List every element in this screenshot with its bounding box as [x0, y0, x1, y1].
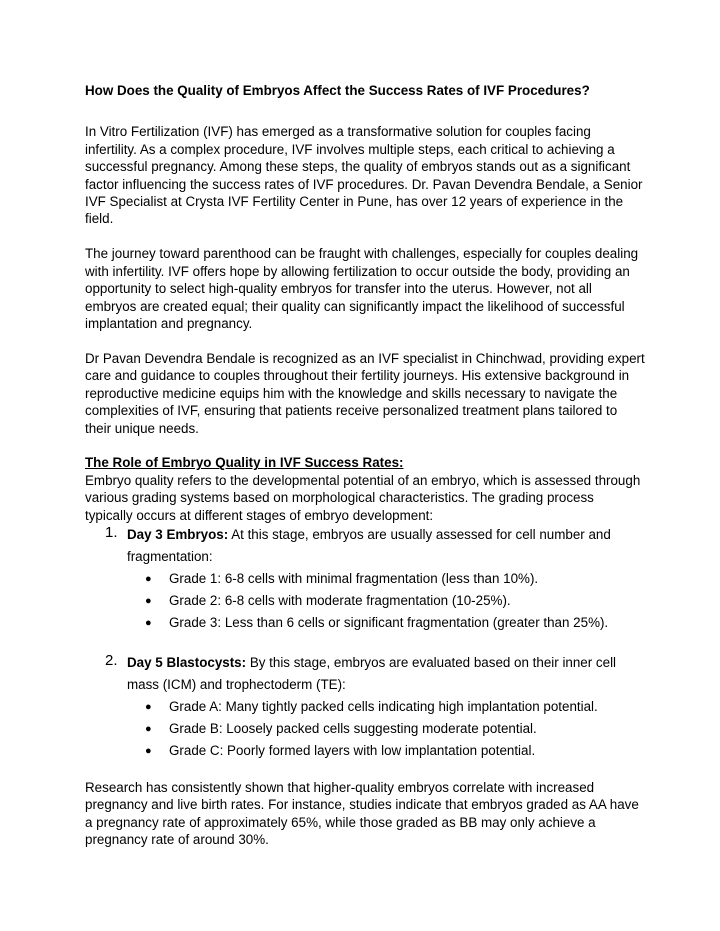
bullet-icon: ●	[145, 573, 152, 586]
intro-paragraph: In Vitro Fertilization (IVF) has emerged as a transformative solution for couples facing infertility. As a complex procedure, IVF involves multiple steps, each critical to achieving a successful pregnancy. Among these steps, the quality of embryos stands out as a significant factor influencing the success rates of IVF procedures. Dr. Pavan Devendra Bendale, a Senior IVF Specialist at Crysta IVF Fertility Center in Pune, has over 12 years of experience in the field.	[85, 124, 643, 227]
journey-paragraph: The journey toward parenthood can be fraught with challenges, especially for couples dealing with infertility. IVF offers hope by allowing fertilization to occur outside the body, providing an opportunity to select high-quality embryos for transfer into the uterus. However, not all embryos are created equal; their quality can significantly impact the likelihood of successful implantation and pregnancy.	[85, 246, 639, 331]
list-item	[127, 696, 645, 718]
list-item-day5	[85, 652, 645, 762]
list-item	[127, 568, 645, 590]
day3-text: At this stage, embryos are usually assessed for cell number and fragmentation:	[127, 527, 611, 565]
grade-text: Grade C: Poorly formed layers with low implantation potential.	[169, 742, 536, 758]
list-item-day3	[85, 524, 645, 634]
bullet-icon: ●	[145, 595, 152, 608]
section-heading: The Role of Embryo Quality in IVF Success Rates:	[85, 455, 404, 471]
document-body	[85, 82, 645, 866]
document-title: How Does the Quality of Embryos Affect the Success Rates of IVF Procedures?	[85, 83, 590, 98]
bullet-icon: ●	[145, 722, 152, 735]
bullet-icon: ●	[145, 617, 152, 630]
list-item	[127, 590, 645, 612]
day5-label: Day 5 Blastocysts:	[127, 654, 247, 670]
bullet-icon: ●	[145, 700, 152, 713]
day5-description	[127, 652, 645, 696]
day3-description	[127, 524, 645, 568]
list-number: 2.	[105, 651, 118, 669]
grade-text: Grade 1: 6-8 cells with minimal fragmentation (less than 10%).	[169, 571, 539, 587]
list-item	[127, 612, 645, 634]
day3-grade-list	[127, 568, 645, 634]
list-number: 1.	[105, 524, 118, 542]
bullet-icon: ●	[145, 744, 152, 757]
list-item	[127, 740, 645, 762]
conclusion-paragraph: Research has consistently shown that higher-quality embryos correlate with increased pregnancy and live birth rates. For instance, studies indicate that embryos graded as AA have a pregnancy rate of approximately 65%, while those graded as BB may only achieve a pregnancy rate of around 30%.	[85, 780, 639, 848]
grade-text: Grade B: Loosely packed cells suggesting moderate potential.	[169, 720, 537, 736]
grade-text: Grade 3: Less than 6 cells or significant fragmentation (greater than 25%).	[169, 615, 609, 631]
section-intro-paragraph: Embryo quality refers to the developmental potential of an embryo, which is assessed through various grading systems based on morphological characteristics. The grading process typically occurs at different stages of embryo development:	[85, 472, 641, 523]
list-item	[127, 718, 645, 740]
grade-text: Grade 2: 6-8 cells with moderate fragmentation (10-25%).	[169, 593, 511, 609]
embryo-stage-list	[85, 524, 645, 762]
grade-text: Grade A: Many tightly packed cells indicating high implantation potential.	[169, 698, 598, 714]
specialist-paragraph: Dr Pavan Devendra Bendale is recognized as an IVF specialist in Chinchwad, providing expert care and guidance to couples throughout their fertility journeys. His extensive background in reproductive medicine equips him with the knowledge and skills necessary to navigate the complexities of IVF, ensuring that patients receive personalized treatment plans tailored to their unique needs.	[85, 350, 645, 436]
day5-text: By this stage, embryos are evaluated based on their inner cell mass (ICM) and trophectoderm (TE):	[127, 654, 617, 692]
day3-label: Day 3 Embryos:	[127, 527, 229, 543]
day5-grade-list	[127, 696, 645, 762]
